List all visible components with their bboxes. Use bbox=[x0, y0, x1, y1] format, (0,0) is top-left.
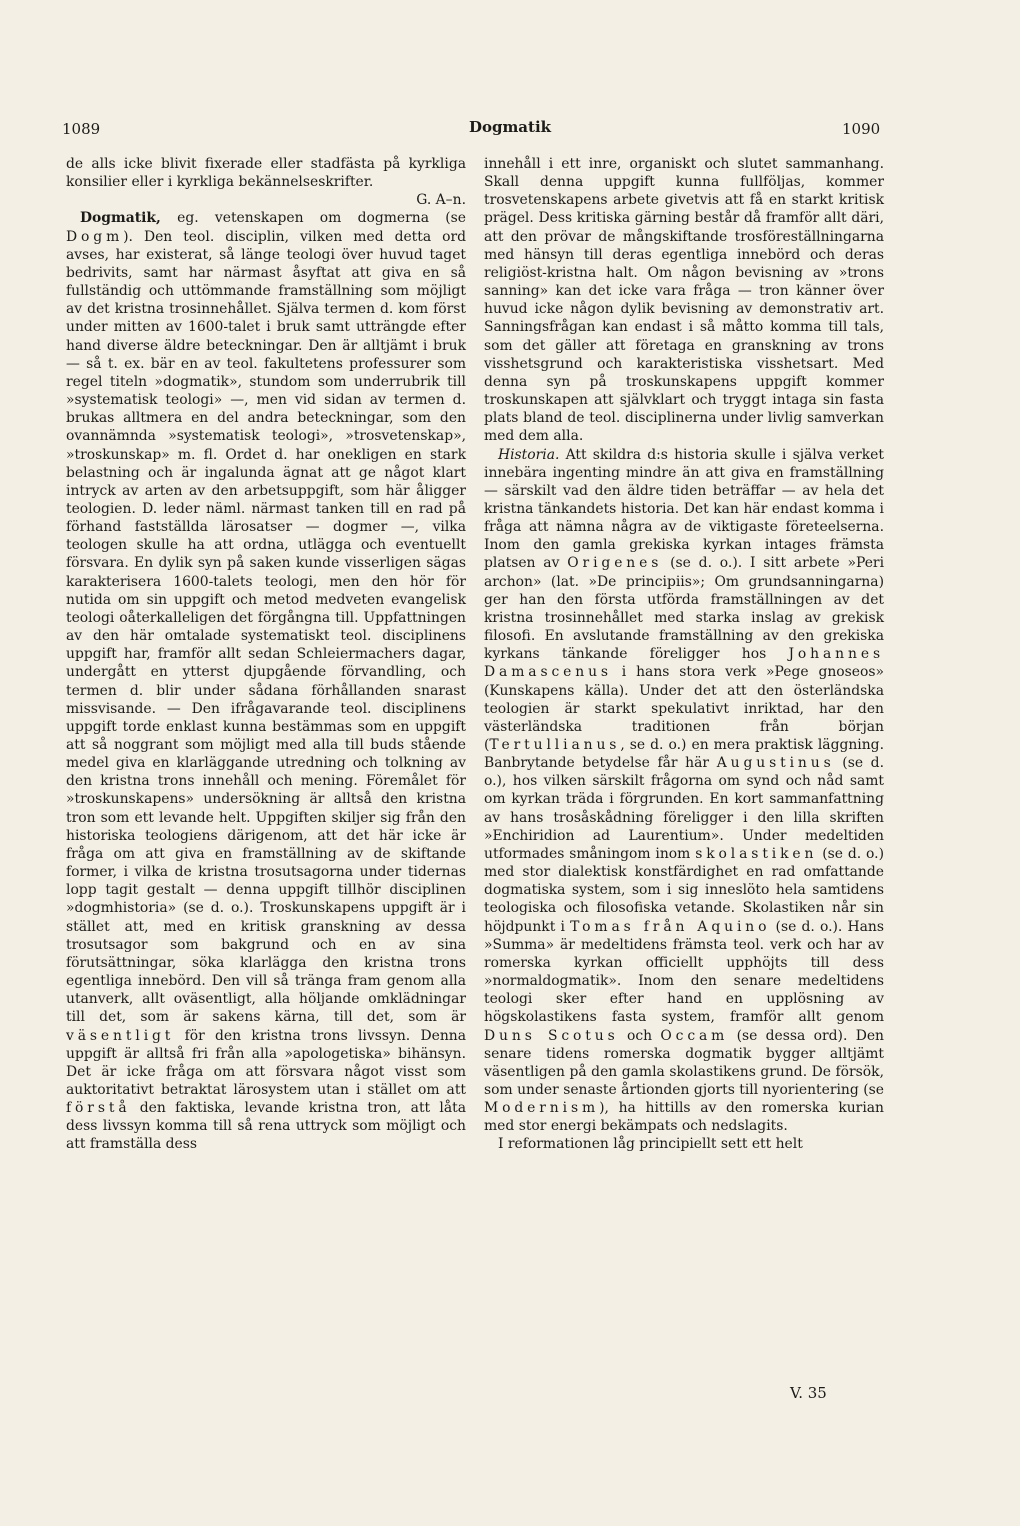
left-column bbox=[66, 155, 466, 1154]
name-reference: Duns Scotus bbox=[484, 1027, 619, 1044]
right-column bbox=[484, 155, 884, 1154]
author-signature: G. A–n. bbox=[416, 192, 466, 209]
headword: Dogmatik, bbox=[80, 210, 161, 227]
name-reference: Occam bbox=[660, 1027, 729, 1044]
continuation-paragraph: innehåll i ett inre, organiskt och slutet sammanhang. Skall denna uppgift kunna fullföljas, kommer trosvetenskapens arbete givetvis att få en starkt kritisk prägel. Dess kritiska gärning består då framför allt däri, att den prövar de mångskiftande trosföreställningarna med hänsyn till deras egentliga innebörd och deras religiöst-kristna halt. Om någon bevisning av »trons sanning» kan det icke vara fråga — tron känner över huvud icke någon dylik bevisning av demonstrativ art. Sanningsfrågan kan endast i så måtto komma till tals, som det gäller att företaga en granskning av trons visshetsgrund och karakteristiska visshetsart. Med denna syn på troskunskapens uppgift kommer troskunskapen att självklart och tryggt intaga sin fasta plats bland de teol. disciplinerna under livlig samverkan med dem alla. bbox=[484, 156, 884, 445]
historia-paragraph: Historia. Att skildra d:s historia skulle i själva verket innebära ingenting mindre än att giva en framställning — särskilt vad den äldre tiden beträffar — av hela det kristna tänkandets historia. Det kan här endast komma i fråga att nämna några av de viktigaste företeelserna. Inom den gamla grekiska kyrkan intages främsta platsen av Origenes (se d. o.). I sitt arbete »Peri archon» (lat. »De principiis»; Om grundsanningarna) ger han den första utförda framställningen av det kristna trosinnehållet med starka inslag av grekisk filosofi. En avslutande framställning av den grekiska kyrkans tänkande föreligger hos Johannes Damascenus i hans stora verk »Pege gnoseos» (Kunskapens källa). Under det att den österländska teologien är starkt spekulativt inriktad, har den västerländska traditionen från början (Tertullianus, se d. o.) en mera praktisk läggning. Banbrytande betydelse får här Augustinus (se d. o.), hos vilken särskilt frågorna om synd och nåd samt om kyrkan träda i förgrunden. En kort sammanfattning av hans trosåskådning föreligger i den lilla skriften »Enchiridion ad Laurentium». Under medeltiden utformades småningom inom skolastiken (se d. o.) med stor dialektisk konstfärdighet en rad omfattande dogmatiska system, som i sig inneslöto hela samtidens teologiska och filosofiska vetande. Skolastiken når sin höjdpunkt i Tomas från Aquino (se d. o.). Hans »Summa» är medeltidens främsta teol. verk och har av romerska kyrkan officiellt upphöjts till dess »normaldogmatik». Inom den senare medeltidens teologi sker efter hand en upplösning av högskolastikens fasta system, framför allt genom Duns Scotus och Occam (se dessa ord). Den senare tidens romerska dogmatik bygger alltjämt väsentligen på den gamla skolastikens grund. De försök, som under senaste årtionden gjorts till nyorientering (se Modernism), ha hittills av den romerska kurian med stor energi bekämpats och nedslagits. bbox=[484, 446, 885, 1135]
running-head: Dogmatik bbox=[468, 118, 552, 136]
name-reference: Augustinus bbox=[716, 755, 835, 772]
name-reference: skolastiken bbox=[695, 845, 818, 862]
name-reference: Modernism bbox=[484, 1100, 600, 1117]
page-number-left: 1089 bbox=[62, 120, 101, 138]
name-reference: Tertullianus bbox=[489, 737, 621, 753]
dogmatik-paragraph: Dogmatik, eg. vetenskapen om dogmerna (se Dogm). Den teol. disciplin, vilken med detta ord avses, har existerat, så länge teologi över huvud taget bedrivits, samt har närmast åsyftat att giva en så fullständig och uttömmande framställning som möjligt av det kristna trosinnehållet. Själva termen d. kom först under mitten av 1600-talet i bruk samt utträngde efter hand diverse äldre beteckningar. Den är alltjämt i bruk — så t. ex. bär en av teol. fakultetens professurer som regel titeln »dogmatik», stundom som underrubrik till »systematisk teologi» —, men vid sidan av termen d. brukas alltmera en del andra beteckningar, som den ovannämnda »systematisk teologi», »trosvetenskap», »troskunskap» m. fl. Ordet d. har onekligen en stark belastning och är ingalunda ägnat att ge något klart intryck av arten av den arbetsuppgift, som här åligger teologien. D. leder näml. närmast tanken till en rad på förhand fastställda lärosatser — dogmer —, vilka teologen skulle ha att ordna, utlägga och eventuellt försvara. En dylik syn på saken kunde visserligen sägas karakterisera 1600-talets teologi, men den hör för nutida om sin uppgift och metod medveten evangelisk teologi oåterkalleligen det förgångna till. Uppfattningen av den här omtalade systematiskt teol. disciplinens uppgift har, framför allt sedan Schleiermachers dagar, undergått en ytterst djupgående förvandling, och termen d. blir under sådana förhållanden snarast missvisande. — Den ifrågavarande teol. disciplinens uppgift torde enklast kunna bestämmas som en uppgift att så noggrant som möjligt med alla till buds stående medel giva en klarläggande utredning och tolkning av den kristna trons innehåll och mening. Föremålet för »troskunskapens» undersökning är alltså den kristna tron som ett levande helt. Uppgiften skiljer sig från den historiska teologiens därigenom, att det här icke är fråga om att giva en framställning av de skiftande former, i vilka de kristna trosutsagorna under tidernas lopp tagit gestalt — denna uppgift tillhör disciplinen »dogmhistoria» (se d. o.). Troskunskapens uppgift är i stället att, med en kritisk granskning av dessa trosutsagor som bakgrund och en av sina förutsättningar, söka klarlägga den kristna trons egentliga innebörd. Den vill så tränga fram genom alla utanverk, allt oväsentligt, alla höljande omklädningar till det, som är sakens kärna, till det, som är väsentligt för den kristna trons livssyn. Denna uppgift är alltså fri från alla »apologetiska» bihänsyn. Det är icke fråga om att försvara något visst som auktoritativt betraktat lärosystem utan i stället om att förstå den faktiska, levande kristna tron, att låta dess livssyn komma till så rena uttryck som möjligt och att framställa dess bbox=[66, 210, 466, 1153]
article-end-paragraph: de alls icke blivit fixerade eller stadfästa på kyrkliga konsilier eller i kyrkliga bekännelseskrifter. bbox=[66, 156, 466, 191]
emphasis-word: väsentligt bbox=[66, 1027, 175, 1044]
page-number-right: 1090 bbox=[842, 120, 881, 138]
emphasis-word: förstå bbox=[66, 1100, 131, 1117]
section-heading: Historia. bbox=[498, 446, 560, 463]
name-reference: Johannes Damascenus bbox=[484, 646, 884, 681]
name-reference: Origenes bbox=[567, 555, 663, 572]
volume-signature: V. 35 bbox=[790, 1384, 827, 1402]
reformation-paragraph: I reformationen låg principiellt sett ett helt bbox=[498, 1136, 803, 1153]
name-reference: Tomas från Aquino bbox=[570, 918, 771, 935]
cross-reference: Dogm bbox=[66, 228, 124, 245]
